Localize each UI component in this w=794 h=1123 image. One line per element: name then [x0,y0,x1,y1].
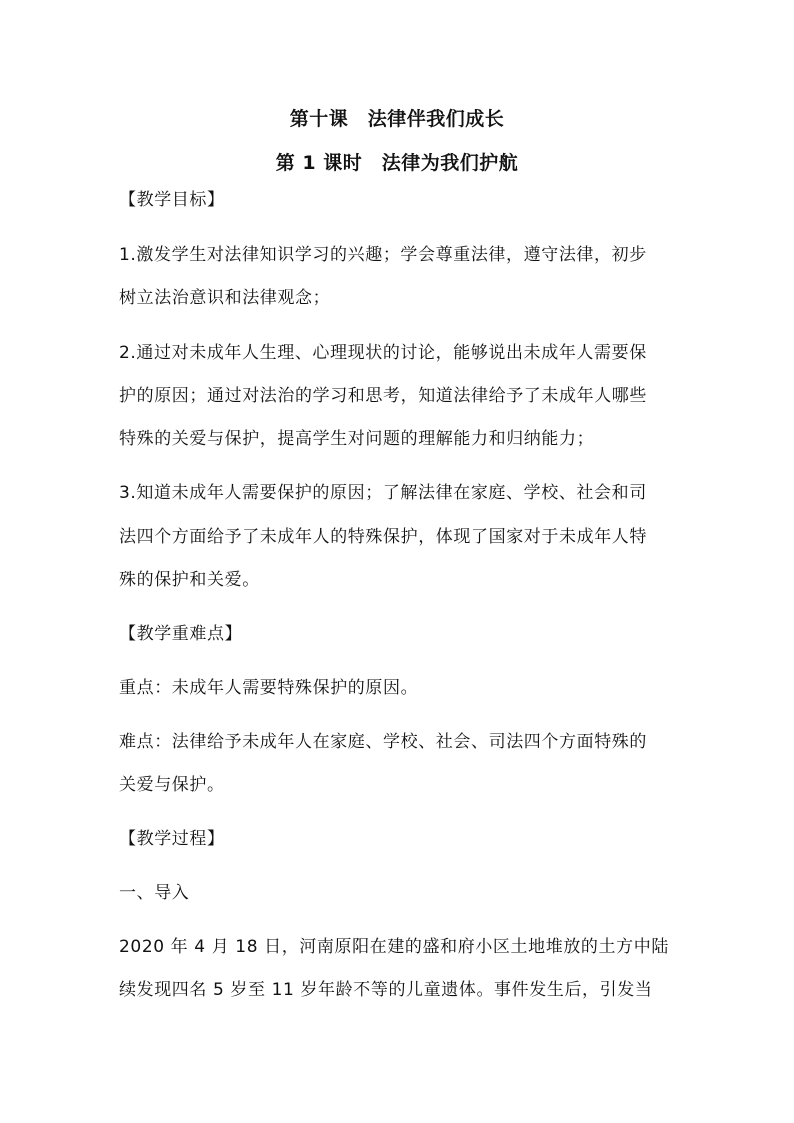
objective-2-line-3: 特殊的关爱与保护，提高学生对问题的理解能力和归纳能力； [119,429,595,449]
intro-text-line-1: 2020 年 4 月 18 日，河南原阳在建的盛和府小区土地堆放的土方中陆 [119,937,669,957]
lesson-subtitle: 第 1 课时 法律为我们护航 [275,152,519,174]
process-heading: 【教学过程】 [119,829,225,849]
objective-2-line-1: 2.通过对未成年人生理、心理现状的讨论，能够说出未成年人需要保 [119,343,647,363]
objective-3-line-3: 殊的保护和关爱。 [119,570,260,590]
objective-1-line-2: 树立法治意识和法律观念； [119,288,331,308]
objective-1-line-1: 1.激发学生对法律知识学习的兴趣；学会尊重法律，遵守法律，初步 [119,245,647,265]
objectives-heading: 【教学目标】 [119,190,225,210]
objective-2-line-2: 护的原因；通过对法治的学习和思考，知道法律给予了未成年人哪些 [119,386,647,406]
intro-heading: 一、导入 [119,883,190,903]
key-points-heading: 【教学重难点】 [119,624,243,644]
objective-3-line-1: 3.知道未成年人需要保护的原因；了解法律在家庭、学校、社会和司 [119,483,647,503]
key-point-text: 重点：未成年人需要特殊保护的原因。 [119,678,419,698]
objective-3-line-2: 法四个方面给予了未成年人的特殊保护，体现了国家对于未成年人特 [119,527,647,547]
lesson-title: 第十课 法律伴我们成长 [289,108,505,130]
difficulty-line-2: 关爱与保护。 [119,775,225,795]
intro-text-line-2: 续发现四名 5 岁至 11 岁年龄不等的儿童遗体。事件发生后，引发当 [119,980,653,1000]
difficulty-line-1: 难点：法律给予未成年人在家庭、学校、社会、司法四个方面特殊的 [119,732,647,752]
